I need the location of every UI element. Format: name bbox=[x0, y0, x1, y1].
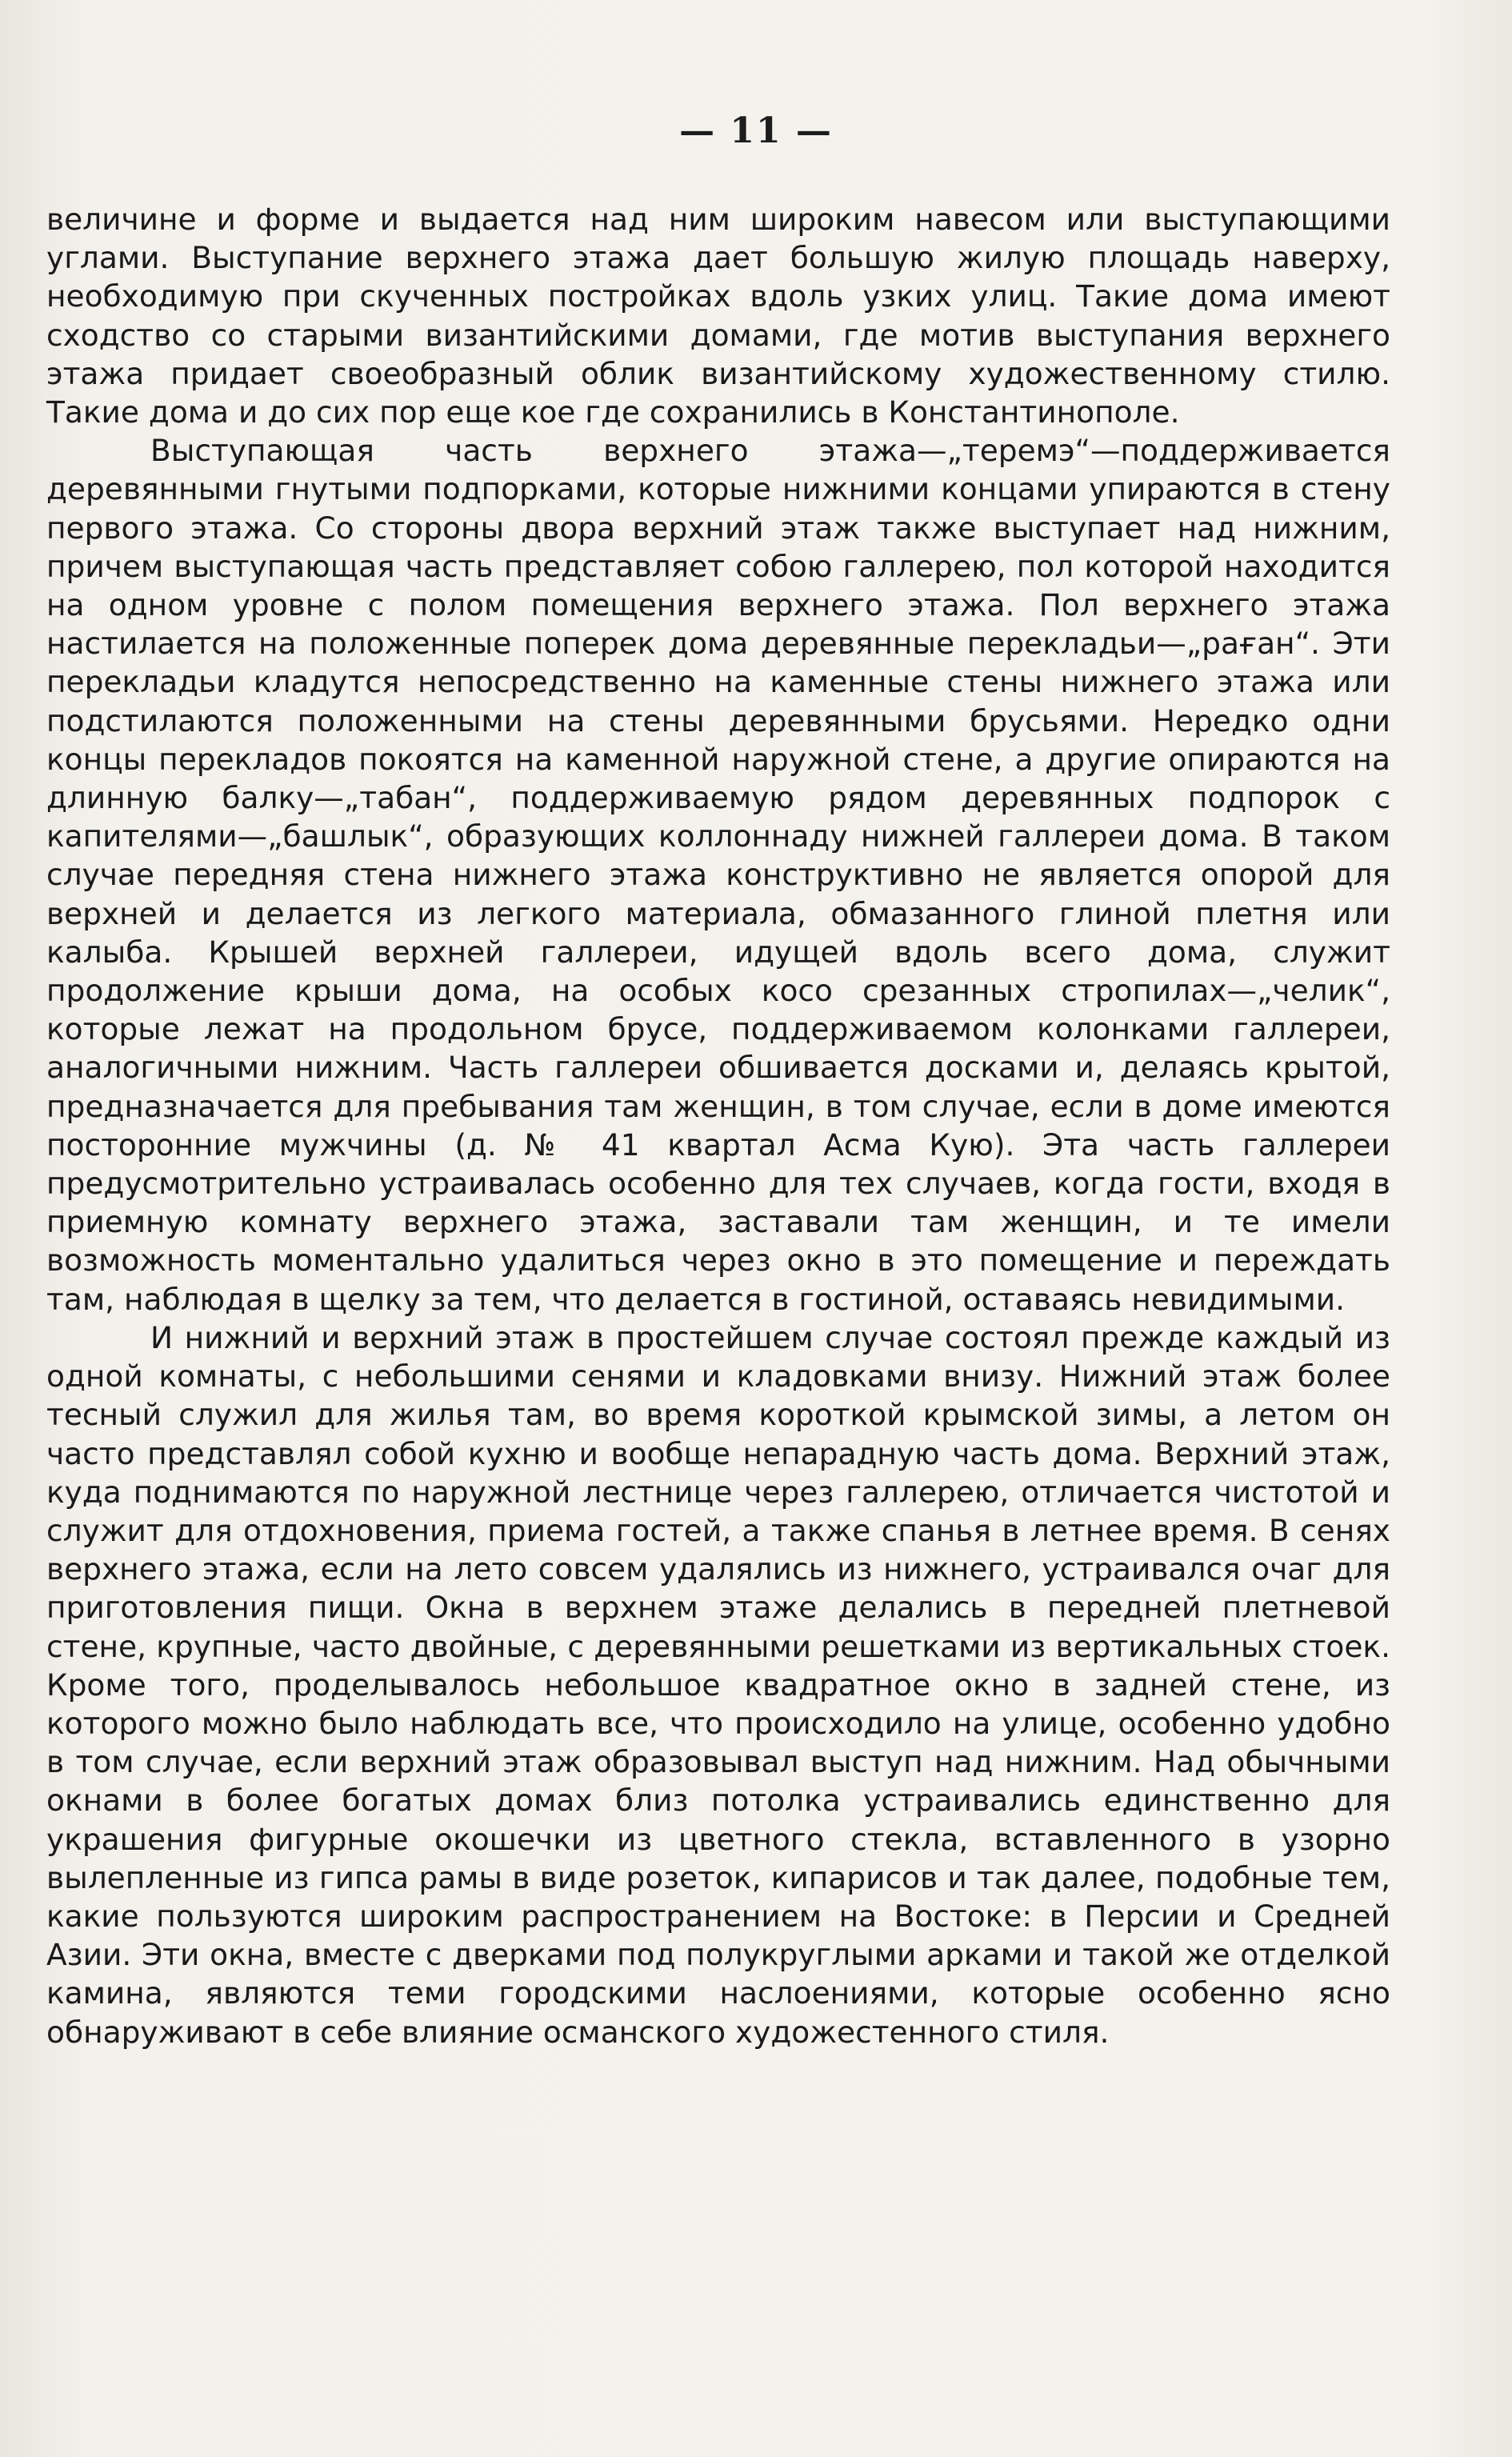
paragraph-2: Выступающая часть верхнего этажа—„теремэ“—поддерживается деревянными гнутыми подпорками, которые нижними концами упираются в стену первого этажа. Со стороны двора верхний этаж также выступает над нижним, причем выступающая часть представляет собою галлерею, пол которой находится на одном уровне с полом помещения верхнего этажа. Пол верхнего этажа настилается на положенные поперек дома деревянные перекладьи—„раған“. Эти перекладьи кладутся непосредственно на каменные стены нижнего этажа или подстилаются положенными на стены деревянными брусьями. Нередко одни концы перекладов покоятся на каменной наружной стене, а другие опираются на длинную балку—„табан“, поддерживаемую рядом деревянных подпорок с капителями—„башлык“, образующих коллоннаду нижней галлереи дома. В таком случае передняя стена нижнего этажа конструктивно не является опорой для верхней и делается из легкого материала, обмазанного глиной плетня или калыба. Крышей верхней галлереи, идущей вдоль всего дома, служит продолжение крыши дома, на особых косо срезанных стропилах—„челик“, которые лежат на продольном брусе, поддерживаемом колонками галлереи, аналогичными нижним. Часть галлереи обшивается досками и, делаясь крытой, предназначается для пребывания там женщин, в том случае, если в доме имеются посторонние мужчины (д. № 41 квартал Асма Кую). Эта часть галлереи предусмотрительно устраивалась особенно для тех случаев, когда гости, входя в приемную комнату верхнего этажа, заставали там женщин, и те имели возможность моментально удалиться через окно в это помещение и переждать там, наблюдая в щелку за тем, что делается в гостиной, оставаясь невидимыми. bbox=[46, 433, 1390, 1317]
body-text bbox=[46, 200, 1390, 2051]
paragraph-1: величине и форме и выдается над ним широким навесом или выступающими углами. Выступание верхнего этажа дает большую жилую площадь наверху, необходимую при скученных постройках вдоль узких улиц. Такие дома имеют сходство со старыми византийскими домами, где мотив выступания верхнего этажа придает своеобразный облик византийскому художественному стилю. Такие дома и до сих пор еще кое где сохранились в Константинополе. bbox=[46, 202, 1390, 430]
paragraph-3: И нижний и верхний этаж в простейшем случае состоял прежде каждый из одной комнаты, с небольшими сенями и кладовками внизу. Нижний этаж более тесный служил для жилья там, во время короткой крымской зимы, а летом он часто представлял собой кухню и вообще непарадную часть дома. Верхний этаж, куда поднимаются по наружной лестнице через галлерею, отличается чистотой и служит для отдохновения, приема гостей, а также спанья в летнее время. В сенях верхнего этажа, если на лето совсем удалялись из нижнего, устраивался очаг для приготовления пищи. Окна в верхнем этаже делались в передней плетневой стене, крупные, часто двойные, с деревянными решетками из вертикальных стоек. Кроме того, проделывалось небольшое квадратное окно в задней стене, из которого можно было наблюдать все, что происходило на улице, особенно удобно в том случае, если верхний этаж образовывал выступ над нижним. Над обычными окнами в более богатых домах близ потолка устраивались единственно для украшения фигурные окошечки из цветного стекла, вставленного в узорно вылепленные из гипса рамы в виде розеток, кипарисов и так далее, подобные тем, какие пользуются широким распространением на Востоке: в Персии и Средней Азии. Эти окна, вместе с дверками под полукруглыми арками и такой же отделкой камина, являются теми городскими наслоениями, которые особенно ясно обнаруживают в себе влияние османского художестенного стиля. bbox=[46, 1319, 1390, 2050]
page-number: — 11 — bbox=[679, 110, 833, 151]
